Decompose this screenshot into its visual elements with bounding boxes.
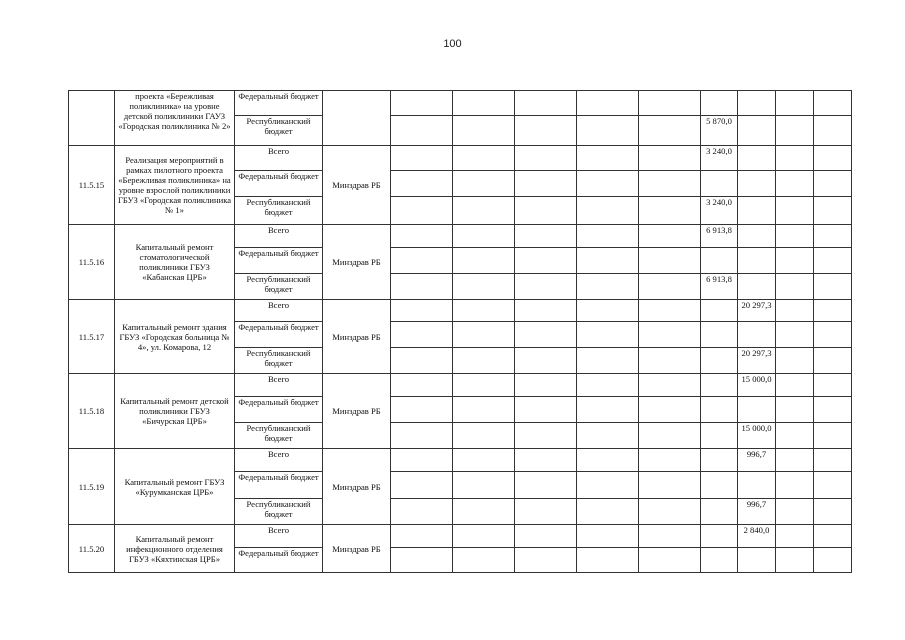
value-cell <box>701 248 738 274</box>
empty-cell <box>639 397 701 423</box>
funding-source: Федеральный бюджет <box>235 472 323 499</box>
empty-cell <box>391 423 453 449</box>
value-cell: 6 913,8 <box>701 225 738 248</box>
empty-cell <box>814 499 852 525</box>
empty-cell <box>776 472 814 499</box>
item-code: 11.5.20 <box>69 525 115 573</box>
value-cell: 5 870,0 <box>701 116 738 146</box>
empty-cell <box>639 146 701 171</box>
empty-cell <box>776 449 814 472</box>
executor <box>323 91 391 146</box>
empty-cell <box>391 197 453 225</box>
empty-cell <box>391 146 453 171</box>
value-cell <box>738 225 776 248</box>
empty-cell <box>776 248 814 274</box>
executor: Минздрав РБ <box>323 374 391 449</box>
empty-cell <box>577 91 639 116</box>
empty-cell <box>639 225 701 248</box>
value-cell <box>701 525 738 548</box>
empty-cell <box>515 116 577 146</box>
empty-cell <box>814 171 852 197</box>
empty-cell <box>577 348 639 374</box>
value-cell <box>738 274 776 300</box>
value-cell: 3 240,0 <box>701 197 738 225</box>
funding-source: Федеральный бюджет <box>235 322 323 348</box>
empty-cell <box>639 322 701 348</box>
empty-cell <box>814 348 852 374</box>
empty-cell <box>453 116 515 146</box>
empty-cell <box>639 197 701 225</box>
empty-cell <box>515 171 577 197</box>
empty-cell <box>639 472 701 499</box>
funding-source: Республиканский бюджет <box>235 274 323 300</box>
empty-cell <box>577 225 639 248</box>
empty-cell <box>453 248 515 274</box>
empty-cell <box>453 91 515 116</box>
empty-cell <box>391 548 453 573</box>
table-row <box>69 374 852 397</box>
empty-cell <box>577 499 639 525</box>
value-cell: 3 240,0 <box>701 146 738 171</box>
empty-cell <box>515 300 577 322</box>
empty-cell <box>639 374 701 397</box>
funding-source: Федеральный бюджет <box>235 171 323 197</box>
empty-cell <box>453 146 515 171</box>
value-cell: 15 000,0 <box>738 423 776 449</box>
empty-cell <box>515 197 577 225</box>
empty-cell <box>814 274 852 300</box>
empty-cell <box>391 171 453 197</box>
value-cell <box>738 91 776 116</box>
item-name: Капитальный ремонт ГБУЗ «Курумканская ЦРБ» <box>115 449 235 525</box>
empty-cell <box>453 548 515 573</box>
empty-cell <box>515 91 577 116</box>
value-cell <box>701 397 738 423</box>
funding-source: Федеральный бюджет <box>235 548 323 573</box>
funding-source: Федеральный бюджет <box>235 248 323 274</box>
empty-cell <box>453 374 515 397</box>
empty-cell <box>515 274 577 300</box>
empty-cell <box>776 171 814 197</box>
funding-source: Республиканский бюджет <box>235 423 323 449</box>
empty-cell <box>453 348 515 374</box>
value-cell <box>738 116 776 146</box>
empty-cell <box>814 423 852 449</box>
empty-cell <box>639 248 701 274</box>
empty-cell <box>814 525 852 548</box>
empty-cell <box>391 300 453 322</box>
empty-cell <box>577 548 639 573</box>
empty-cell <box>776 525 814 548</box>
empty-cell <box>639 499 701 525</box>
empty-cell <box>814 322 852 348</box>
empty-cell <box>776 197 814 225</box>
empty-cell <box>577 449 639 472</box>
funding-source: Всего <box>235 374 323 397</box>
item-code: 11.5.18 <box>69 374 115 449</box>
value-cell: 2 840,0 <box>738 525 776 548</box>
empty-cell <box>453 197 515 225</box>
funding-source: Всего <box>235 146 323 171</box>
empty-cell <box>814 300 852 322</box>
empty-cell <box>453 300 515 322</box>
empty-cell <box>639 348 701 374</box>
empty-cell <box>515 472 577 499</box>
funding-source: Всего <box>235 525 323 548</box>
value-cell <box>738 548 776 573</box>
empty-cell <box>814 248 852 274</box>
value-cell <box>738 322 776 348</box>
funding-source: Всего <box>235 225 323 248</box>
empty-cell <box>639 300 701 322</box>
empty-cell <box>577 525 639 548</box>
empty-cell <box>776 423 814 449</box>
value-cell <box>701 348 738 374</box>
empty-cell <box>453 423 515 449</box>
empty-cell <box>391 225 453 248</box>
empty-cell <box>515 525 577 548</box>
empty-cell <box>577 472 639 499</box>
item-name: Капитальный ремонт детской поликлиники ГБУЗ «Бичурская ЦРБ» <box>115 374 235 449</box>
value-cell <box>701 300 738 322</box>
executor: Минздрав РБ <box>323 225 391 300</box>
empty-cell <box>814 374 852 397</box>
value-cell <box>701 449 738 472</box>
item-name: Реализация мероприятий в рамках пилотного проекта «Бережливая поликлиника» на уровне взрослой поликлиники ГБУЗ «Городская поликлиника № 1» <box>115 146 235 225</box>
funding-source: Всего <box>235 300 323 322</box>
empty-cell <box>515 225 577 248</box>
table-row <box>69 525 852 548</box>
empty-cell <box>639 548 701 573</box>
budget-table <box>68 90 852 573</box>
empty-cell <box>515 374 577 397</box>
empty-cell <box>639 171 701 197</box>
empty-cell <box>453 472 515 499</box>
funding-source: Федеральный бюджет <box>235 397 323 423</box>
empty-cell <box>515 348 577 374</box>
funding-source: Республиканский бюджет <box>235 499 323 525</box>
value-cell <box>701 171 738 197</box>
empty-cell <box>515 322 577 348</box>
empty-cell <box>814 225 852 248</box>
value-cell <box>701 322 738 348</box>
empty-cell <box>776 146 814 171</box>
empty-cell <box>577 146 639 171</box>
empty-cell <box>391 499 453 525</box>
value-cell: 996,7 <box>738 499 776 525</box>
empty-cell <box>776 374 814 397</box>
value-cell <box>701 472 738 499</box>
item-name: Капитальный ремонт инфекционного отделения ГБУЗ «Кяхтинская ЦРБ» <box>115 525 235 573</box>
empty-cell <box>776 225 814 248</box>
empty-cell <box>577 248 639 274</box>
value-cell: 20 297,3 <box>738 348 776 374</box>
empty-cell <box>639 274 701 300</box>
empty-cell <box>515 548 577 573</box>
empty-cell <box>391 374 453 397</box>
value-cell <box>738 248 776 274</box>
value-cell <box>738 171 776 197</box>
page-number: 100 <box>443 38 462 50</box>
empty-cell <box>577 171 639 197</box>
executor: Минздрав РБ <box>323 300 391 374</box>
empty-cell <box>577 116 639 146</box>
empty-cell <box>814 197 852 225</box>
empty-cell <box>814 116 852 146</box>
value-cell: 6 913,8 <box>701 274 738 300</box>
empty-cell <box>639 116 701 146</box>
empty-cell <box>814 548 852 573</box>
empty-cell <box>814 91 852 116</box>
empty-cell <box>639 525 701 548</box>
empty-cell <box>453 499 515 525</box>
empty-cell <box>515 146 577 171</box>
empty-cell <box>391 472 453 499</box>
item-code: 11.5.16 <box>69 225 115 300</box>
empty-cell <box>453 449 515 472</box>
executor: Минздрав РБ <box>323 146 391 225</box>
value-cell <box>701 374 738 397</box>
empty-cell <box>515 449 577 472</box>
empty-cell <box>814 472 852 499</box>
value-cell <box>701 499 738 525</box>
funding-source: Республиканский бюджет <box>235 197 323 225</box>
empty-cell <box>453 274 515 300</box>
empty-cell <box>776 397 814 423</box>
value-cell: 15 000,0 <box>738 374 776 397</box>
empty-cell <box>776 348 814 374</box>
item-code <box>69 91 115 146</box>
funding-source: Федеральный бюджет <box>235 91 323 116</box>
item-code: 11.5.17 <box>69 300 115 374</box>
empty-cell <box>577 300 639 322</box>
item-name: проекта «Бережливая поликлиника» на уровне детской поликлиники ГАУЗ «Городская поликлиника № 2» <box>115 91 235 146</box>
funding-source: Всего <box>235 449 323 472</box>
item-code: 11.5.19 <box>69 449 115 525</box>
empty-cell <box>515 423 577 449</box>
table-row <box>69 225 852 248</box>
empty-cell <box>577 197 639 225</box>
executor: Минздрав РБ <box>323 449 391 525</box>
empty-cell <box>391 348 453 374</box>
funding-source: Республиканский бюджет <box>235 348 323 374</box>
empty-cell <box>776 300 814 322</box>
table-row <box>69 449 852 472</box>
value-cell <box>701 423 738 449</box>
item-name: Капитальный ремонт здания ГБУЗ «Городская больница № 4», ул. Комарова, 12 <box>115 300 235 374</box>
empty-cell <box>391 274 453 300</box>
empty-cell <box>391 525 453 548</box>
funding-source: Республиканский бюджет <box>235 116 323 146</box>
table-row <box>69 146 852 171</box>
table-row <box>69 300 852 322</box>
value-cell <box>738 146 776 171</box>
value-cell <box>738 472 776 499</box>
empty-cell <box>776 499 814 525</box>
value-cell <box>738 397 776 423</box>
executor: Минздрав РБ <box>323 525 391 573</box>
empty-cell <box>391 248 453 274</box>
empty-cell <box>776 91 814 116</box>
empty-cell <box>814 449 852 472</box>
empty-cell <box>391 397 453 423</box>
empty-cell <box>391 322 453 348</box>
empty-cell <box>515 248 577 274</box>
empty-cell <box>577 397 639 423</box>
empty-cell <box>515 397 577 423</box>
empty-cell <box>639 449 701 472</box>
empty-cell <box>453 225 515 248</box>
empty-cell <box>776 116 814 146</box>
empty-cell <box>814 397 852 423</box>
empty-cell <box>453 525 515 548</box>
empty-cell <box>453 322 515 348</box>
table-row <box>69 91 852 116</box>
value-cell <box>738 197 776 225</box>
empty-cell <box>577 423 639 449</box>
value-cell <box>701 91 738 116</box>
value-cell: 20 297,3 <box>738 300 776 322</box>
empty-cell <box>776 274 814 300</box>
empty-cell <box>391 449 453 472</box>
value-cell <box>701 548 738 573</box>
empty-cell <box>577 374 639 397</box>
empty-cell <box>639 91 701 116</box>
empty-cell <box>814 146 852 171</box>
empty-cell <box>639 423 701 449</box>
item-code: 11.5.15 <box>69 146 115 225</box>
item-name: Капитальный ремонт стоматологической поликлиники ГБУЗ «Кабанская ЦРБ» <box>115 225 235 300</box>
empty-cell <box>453 397 515 423</box>
empty-cell <box>391 91 453 116</box>
empty-cell <box>776 322 814 348</box>
value-cell: 996,7 <box>738 449 776 472</box>
empty-cell <box>577 274 639 300</box>
empty-cell <box>391 116 453 146</box>
empty-cell <box>577 322 639 348</box>
empty-cell <box>453 171 515 197</box>
empty-cell <box>776 548 814 573</box>
empty-cell <box>515 499 577 525</box>
